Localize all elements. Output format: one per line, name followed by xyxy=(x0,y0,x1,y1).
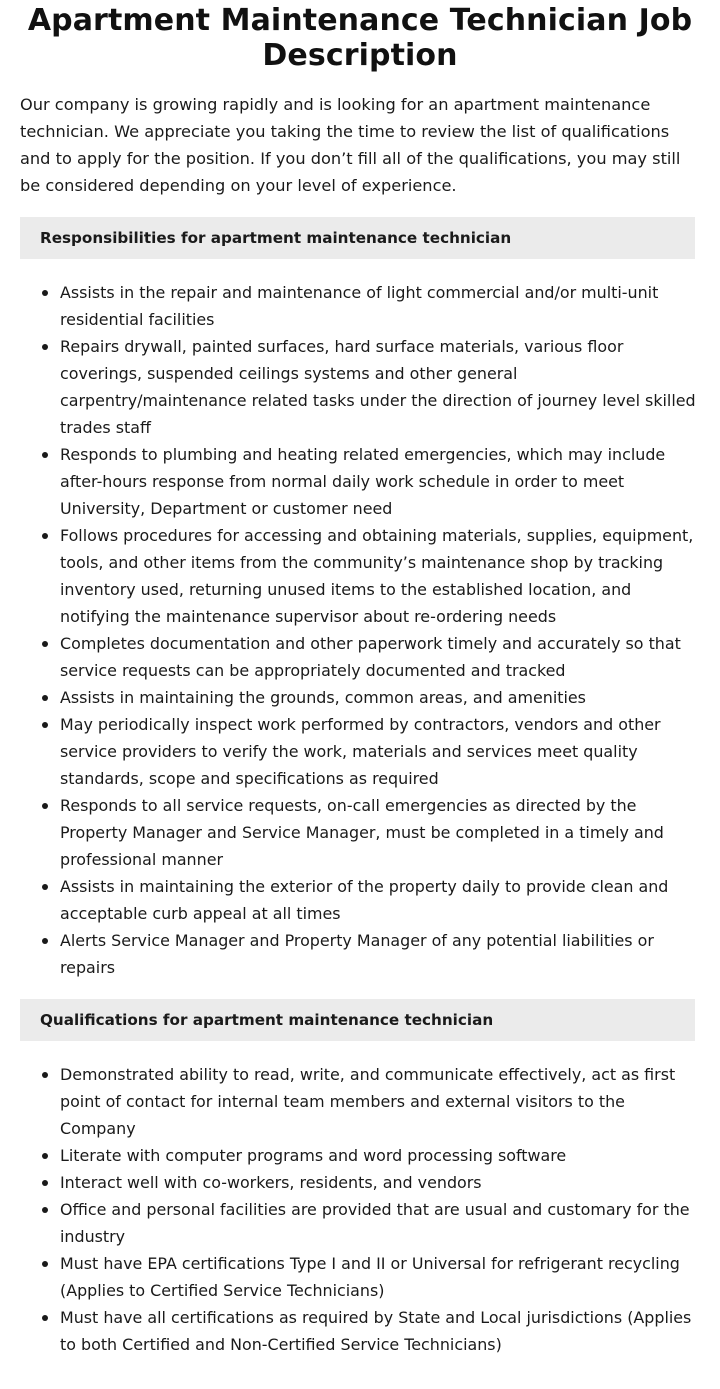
qualifications-list xyxy=(20,1061,700,1358)
intro-paragraph: Our company is growing rapidly and is looking for an apartment maintenance technician. We appreciate you taking the time to review the list of qualifications and to apply for the position. If you don’t fill all of the qualifications, you may still be considered depending on your level of experience. xyxy=(20,95,681,195)
responsibility-item: Assists in maintaining the grounds, common areas, and amenities xyxy=(20,684,700,711)
responsibility-item: Assists in the repair and maintenance of light commercial and/or multi-unit residential facilities xyxy=(20,279,700,333)
responsibility-item: Completes documentation and other paperwork timely and accurately so that service requests can be appropriately documented and tracked xyxy=(20,630,700,684)
responsibilities-list xyxy=(20,279,700,981)
responsibilities-heading: Responsibilities for apartment maintenance technician xyxy=(20,217,695,259)
responsibility-item: Repairs drywall, painted surfaces, hard surface materials, various floor coverings, suspended ceilings systems and other general carpentry/maintenance related tasks under the direction of journey level skilled trades staff xyxy=(20,333,700,441)
page-title: Apartment Maintenance Technician Job Description xyxy=(27,3,693,73)
responsibility-item: Assists in maintaining the exterior of the property daily to provide clean and acceptable curb appeal at all times xyxy=(20,873,700,927)
qualification-item: Must have all certifications as required by State and Local jurisdictions (Applies to both Certified and Non-Certified Service Technicians) xyxy=(20,1304,700,1358)
qualifications-heading: Qualifications for apartment maintenance technician xyxy=(20,999,695,1041)
responsibility-item: Follows procedures for accessing and obtaining materials, supplies, equipment, tools, and other items from the community’s maintenance shop by tracking inventory used, returning unused items to the established location, and notifying the maintenance supervisor about re-ordering needs xyxy=(20,522,700,630)
responsibility-item: Alerts Service Manager and Property Manager of any potential liabilities or repairs xyxy=(20,927,700,981)
responsibility-item: May periodically inspect work performed by contractors, vendors and other service providers to verify the work, materials and services meet quality standards, scope and specifications as required xyxy=(20,711,700,792)
qualification-item: Literate with computer programs and word processing software xyxy=(20,1142,700,1169)
qualification-item: Office and personal facilities are provided that are usual and customary for the industry xyxy=(20,1196,700,1250)
responsibility-item: Responds to plumbing and heating related emergencies, which may include after-hours response from normal daily work schedule in order to meet University, Department or customer need xyxy=(20,441,700,522)
responsibility-item: Responds to all service requests, on-call emergencies as directed by the Property Manager and Service Manager, must be completed in a timely and professional manner xyxy=(20,792,700,873)
qualification-item: Interact well with co-workers, residents, and vendors xyxy=(20,1169,700,1196)
qualification-item: Demonstrated ability to read, write, and communicate effectively, act as first point of contact for internal team members and external visitors to the Company xyxy=(20,1061,700,1142)
qualification-item: Must have EPA certifications Type I and II or Universal for refrigerant recycling (Applies to Certified Service Technicians) xyxy=(20,1250,700,1304)
